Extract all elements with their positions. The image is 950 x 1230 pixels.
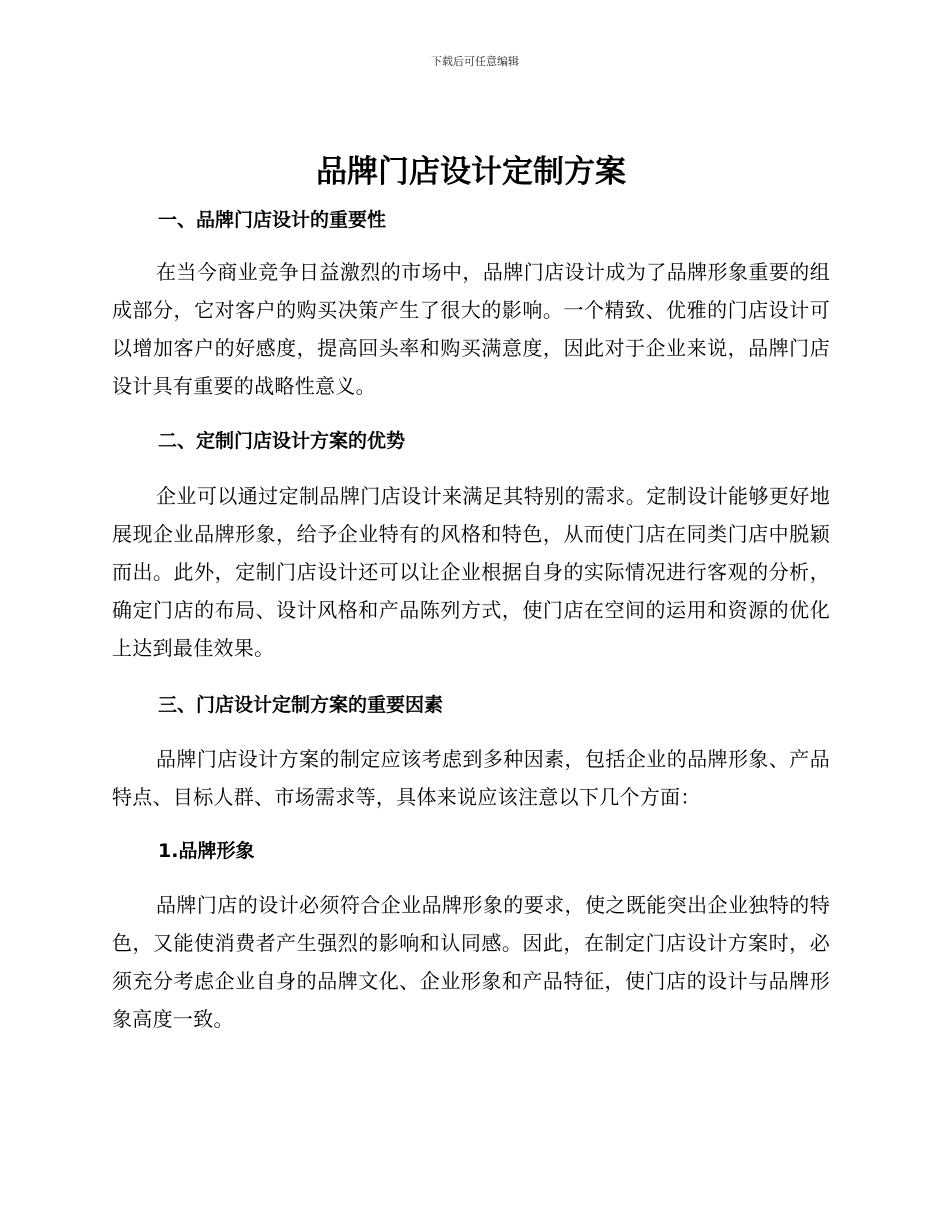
subsection-paragraph-brand-image: 品牌门店的设计必须符合企业品牌形象的要求，使之既能突出企业独特的特色，又能使消费者产生强烈的影响和认同感。因此，在制定门店设计方案时，必须充分考虑企业自身的品牌文化、企业形象和产品特征，使门店的设计与品牌形象高度一致。 (112, 893, 830, 1031)
document-title: 品牌门店设计定制方案 (316, 154, 626, 190)
subsection-heading-brand-image: 1.品牌形象 (158, 840, 255, 862)
section-heading-advantages: 二、定制门店设计方案的优势 (158, 430, 406, 452)
document-body (112, 150, 830, 1038)
section-heading-factors: 三、门店设计定制方案的重要因素 (158, 694, 444, 716)
section-paragraph-importance: 在当今商业竞争日益激烈的市场中，品牌门店设计成为了品牌形象重要的组成部分，它对客户的购买决策产生了很大的影响。一个精致、优雅的门店设计可以增加客户的好感度，提高回头率和购买满意度，因此对于企业来说，品牌门店设计具有重要的战略性意义。 (112, 260, 830, 398)
section-paragraph-factors: 品牌门店设计方案的制定应该考虑到多种因素，包括企业的品牌形象、产品特点、目标人群、市场需求等，具体来说应该注意以下几个方面： (112, 747, 830, 809)
section-heading-importance: 一、品牌门店设计的重要性 (158, 209, 387, 231)
section-paragraph-advantages: 企业可以通过定制品牌门店设计来满足其特别的需求。定制设计能够更好地展现企业品牌形象，给予企业特有的风格和特色，从而使门店在同类门店中脱颖而出。此外，定制门店设计还可以让企业根据自身的实际情况进行客观的分析，确定门店的布局、设计风格和产品陈列方式，使门店在空间的运用和资源的优化上达到最佳效果。 (112, 484, 830, 660)
page-header-note: 下载后可任意编辑 (431, 55, 519, 68)
